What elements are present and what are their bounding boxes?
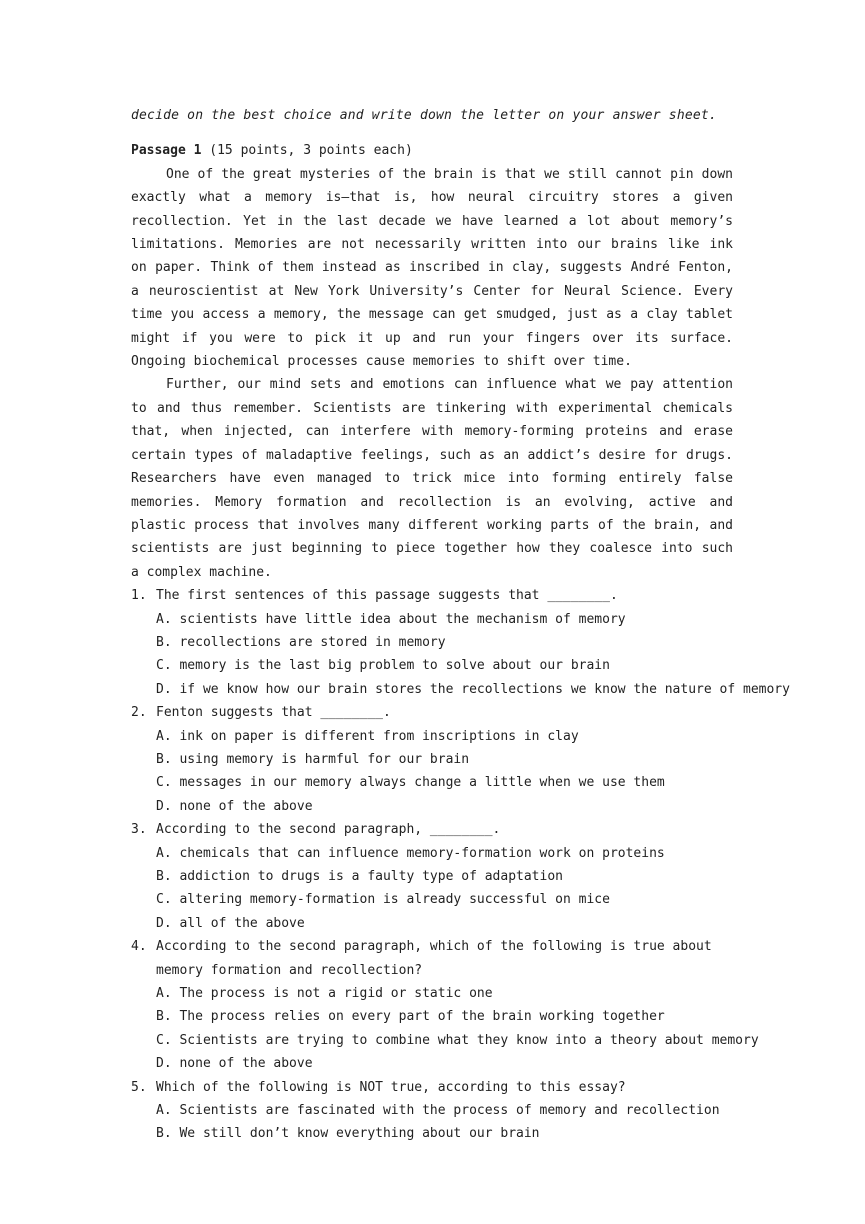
option-c: C. Scientists are trying to combine what they know into a theory about memory	[156, 1032, 759, 1048]
option-b: B. The process relies on every part of the brain working together	[156, 1009, 665, 1025]
question-text: According to the second paragraph, which of the following is true about memory formation and recollection?	[156, 939, 712, 978]
question-stem	[131, 701, 733, 724]
option-c: C. memory is the last big problem to solve about our brain	[156, 658, 610, 674]
question-5	[131, 1076, 733, 1146]
question-text: According to the second paragraph, ________.	[156, 822, 501, 838]
question-stem	[131, 935, 733, 982]
passage-title: Passage 1	[131, 143, 202, 159]
question-stem	[131, 584, 733, 607]
option-a: A. Scientists are fascinated with the process of memory and recollection	[156, 1103, 720, 1119]
question-number: 3.	[131, 822, 147, 838]
passage-paragraph-1: One of the great mysteries of the brain is that we still cannot pin down exactly what a memory is—that is, how neural circuitry stores a given recollection. Yet in the last decade we have learned a lot about memory’s limitations. Memories are not necessarily written into our brains like ink on paper. Think of them instead as inscribed in clay, suggests André Fenton, a neuroscientist at New York University’s Center for Neural Science. Every time you access a memory, the message can get smudged, just as a clay tablet might if you were to pick it up and run your fingers over its surface. Ongoing biochemical processes cause memories to shift over time.	[131, 166, 733, 370]
question-number: 5.	[131, 1079, 147, 1095]
option-b: B. We still don’t know everything about our brain	[156, 1126, 540, 1142]
question-3	[131, 818, 733, 935]
option-a: A. The process is not a rigid or static one	[156, 986, 493, 1002]
option-b: B. using memory is harmful for our brain	[156, 751, 470, 767]
option-b: B. addiction to drugs is a faulty type of adaptation	[156, 869, 563, 884]
instruction-text: decide on the best choice and write down the letter on your answer sheet.	[131, 108, 717, 123]
question-number: 2.	[131, 705, 147, 721]
question-number: 1.	[131, 588, 147, 604]
exam-page	[131, 104, 790, 1146]
question-1	[131, 584, 790, 701]
option-d: D. all of the above	[156, 915, 305, 931]
question-number: 4.	[131, 939, 147, 955]
option-d: D. none of the above	[156, 798, 313, 814]
question-text: Which of the following is NOT true, according to this essay?	[156, 1079, 626, 1095]
option-a: A. scientists have little idea about the mechanism of memory	[156, 611, 626, 627]
question-2	[131, 701, 733, 818]
passage-paragraph-2: Further, our mind sets and emotions can influence what we pay attention to and thus remember. Scientists are tinkering with experimental chemicals that, when injected, can interfere with memory-forming proteins and erase certain types of maladaptive feelings, such as an addict’s desire for drugs. Researchers have even managed to trick mice into forming entirely false memories. Memory formation and recollection is an evolving, active and plastic process that involves many different working parts of the brain, and scientists are just beginning to piece together how they coalesce into such a complex machine.	[131, 377, 733, 580]
question-stem	[131, 1076, 733, 1099]
passage-points: (15 points, 3 points each)	[209, 143, 413, 159]
option-a: A. ink on paper is different from inscriptions in clay	[156, 728, 579, 744]
passage-heading	[131, 139, 733, 162]
question-text: The first sentences of this passage suggests that ________.	[156, 588, 618, 604]
question-stem	[131, 818, 733, 841]
option-b: B. recollections are stored in memory	[156, 634, 446, 650]
question-4	[131, 935, 759, 1075]
option-c: C. messages in our memory always change a little when we use them	[156, 775, 665, 791]
option-d: D. if we know how our brain stores the recollections we know the nature of memory	[156, 681, 790, 697]
option-a: A. chemicals that can influence memory-formation work on proteins	[156, 845, 665, 861]
question-text: Fenton suggests that ________.	[156, 705, 391, 721]
option-c: C. altering memory-formation is already successful on mice	[156, 892, 610, 908]
option-d: D. none of the above	[156, 1056, 313, 1072]
